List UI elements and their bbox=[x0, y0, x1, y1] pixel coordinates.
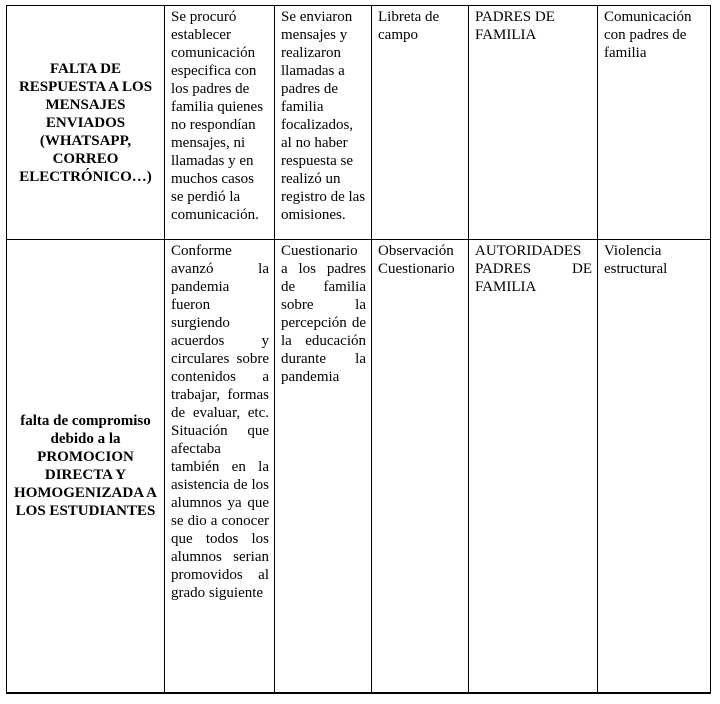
category-cell: Violencia estructural bbox=[598, 240, 711, 694]
problem-cell: falta de compromiso debido a la PROMOCION DIRECTA Y HOMOGENIZADA A LOS ESTUDIANTES bbox=[7, 240, 165, 694]
actors-cell: PADRES DE FAMILIA bbox=[469, 6, 598, 240]
instrument-cell bbox=[372, 240, 469, 694]
analysis-table bbox=[6, 5, 711, 694]
category-cell: Comunicación con padres de familia bbox=[598, 6, 711, 240]
table-row bbox=[7, 240, 711, 694]
instrument-cell: Libreta de campo bbox=[372, 6, 469, 240]
table-row bbox=[7, 6, 711, 240]
instrument-line: Observación bbox=[378, 243, 454, 259]
action-cell: Conforme avanzó la pandemia fueron surgiendo acuerdos y circulares sobre contenidos a trabajar, formas de evaluar, etc. Situación que afectaba también en la asistencia de los alumnos ya que se dio a conocer que todos los alumnos serian promovidos al grado siguiente bbox=[165, 240, 275, 694]
actors-cell: AUTORIDADES PADRES DE FAMILIA bbox=[469, 240, 598, 694]
activity-cell: Cuestionario a los padres de familia sobre la percepción de la educación durante la pandemia bbox=[275, 240, 372, 694]
action-cell: Se procuró establecer comunicación especifica con los padres de familia quienes no respondían mensajes, ni llamadas y en muchos casos se perdió la comunicación. bbox=[165, 6, 275, 240]
instrument-line: Cuestionario bbox=[378, 261, 455, 277]
activity-cell: Se enviaron mensajes y realizaron llamadas a padres de familia focalizados, al no haber respuesta se realizó un registro de las omisiones. bbox=[275, 6, 372, 240]
problem-cell: FALTA DE RESPUESTA A LOS MENSAJES ENVIADOS (WHATSAPP, CORREO ELECTRÓNICO…) bbox=[7, 6, 165, 240]
